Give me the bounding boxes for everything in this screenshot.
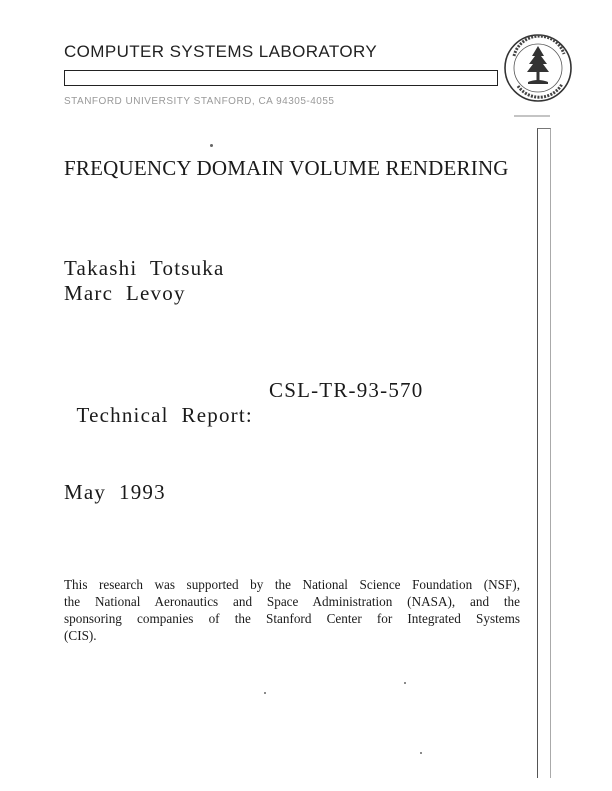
author-name: Takashi Totsuka xyxy=(64,256,225,280)
lab-header: COMPUTER SYSTEMS LABORATORY xyxy=(64,42,378,61)
author-list xyxy=(64,256,225,306)
document-title: FREQUENCY DOMAIN VOLUME RENDERING xyxy=(64,156,509,180)
funding-line: the National Aeronautics and Space Administration (NASA), and the xyxy=(64,594,520,609)
tree-icon xyxy=(527,46,549,84)
scan-speck xyxy=(264,692,266,694)
technical-report-line xyxy=(64,378,424,453)
funding-line: (CIS). xyxy=(64,628,97,643)
scan-speck xyxy=(210,144,213,147)
scan-speck xyxy=(404,682,406,684)
scan-edge-rule xyxy=(537,128,551,778)
header-bar xyxy=(64,70,498,86)
author-name: Marc Levoy xyxy=(64,281,186,305)
lab-address: STANFORD UNIVERSITY STANFORD, CA 94305-4055 xyxy=(64,96,335,107)
report-date: May 1993 xyxy=(64,480,166,504)
funding-line: This research was supported by the National Science Foundation (NSF), xyxy=(64,577,520,592)
report-number: CSL-TR-93-570 xyxy=(269,378,424,402)
funding-note xyxy=(64,576,520,644)
scan-speck xyxy=(420,752,422,754)
report-label: Technical Report: xyxy=(76,403,253,427)
university-seal-logo xyxy=(500,22,574,120)
funding-line: sponsoring companies of the Stanford Center for Integrated Systems xyxy=(64,611,520,626)
